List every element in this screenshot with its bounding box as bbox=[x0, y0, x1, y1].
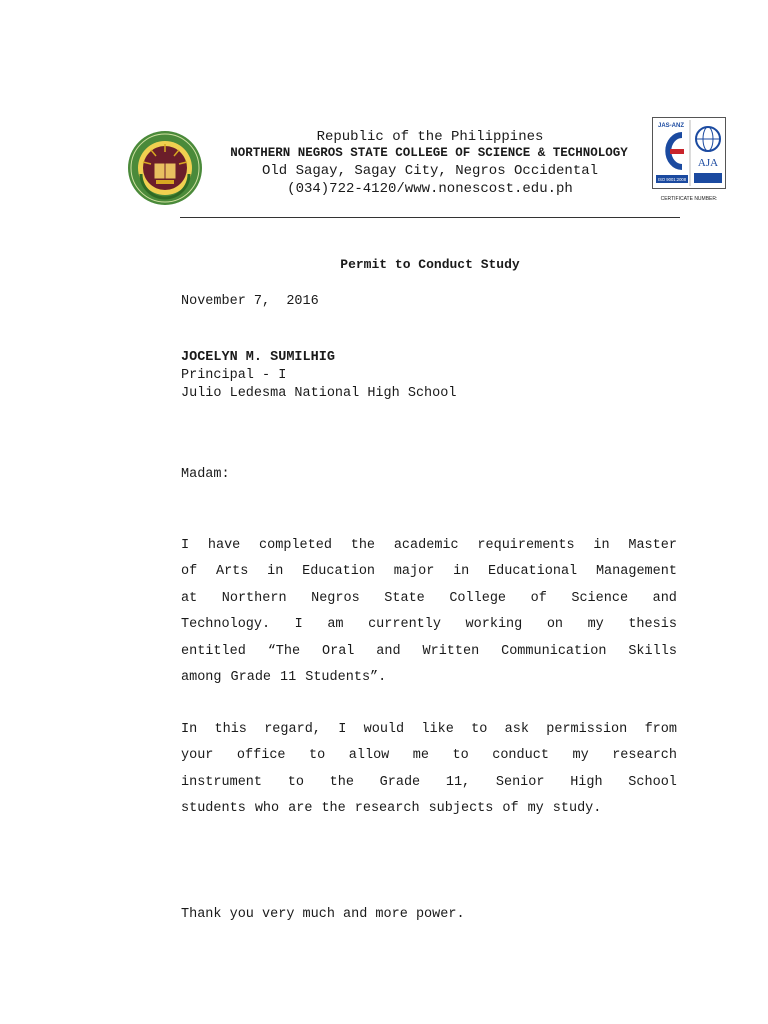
paragraph-line: at Northern Negros State College of Science and bbox=[181, 590, 677, 606]
paragraph-line: entitled “The Oral and Written Communication Skills bbox=[181, 643, 677, 659]
paragraph-line: instrument to the Grade 11, Senior High School bbox=[181, 774, 677, 790]
svg-text:ISO 9001:2008: ISO 9001:2008 bbox=[657, 177, 687, 182]
certificate-number-caption: CERTIFICATE NUMBER: bbox=[660, 196, 718, 202]
recipient-name: JOCELYN M. SUMILHIG bbox=[181, 350, 335, 365]
paragraph-line: Technology. I am currently working on my thesis bbox=[181, 617, 677, 633]
header-address: Old Sagay, Sagay City, Negros Occidental bbox=[261, 163, 599, 179]
header-divider bbox=[180, 217, 680, 218]
header-republic: Republic of the Philippines bbox=[316, 129, 544, 145]
svg-text:AJA: AJA bbox=[697, 157, 719, 169]
document-title: Permit to Conduct Study bbox=[340, 257, 520, 272]
salutation: Madam: bbox=[181, 467, 230, 482]
paragraph-line: I have completed the academic requirements in Master bbox=[181, 538, 677, 553]
iso-certification-logo bbox=[652, 117, 726, 189]
recipient-position: Principal - I bbox=[181, 368, 287, 383]
paragraph-line: of Arts in Education major in Educational Management bbox=[181, 564, 677, 580]
paragraph-2 bbox=[181, 717, 677, 823]
letter-date: November 7, 2016 bbox=[181, 294, 319, 309]
paragraph-line: In this regard, I would like to ask permission from bbox=[181, 722, 677, 737]
svg-text:JAS-ANZ: JAS-ANZ bbox=[657, 123, 685, 129]
paragraph-line: students who are the research subjects of my study. bbox=[181, 801, 602, 817]
closing-line: Thank you very much and more power. bbox=[181, 907, 465, 922]
header-contact: (034)722-4120/www.nonescost.edu.ph bbox=[287, 181, 573, 197]
paragraph-line: your office to allow me to conduct my research bbox=[181, 748, 677, 764]
paragraph-line: among Grade 11 Students”. bbox=[181, 669, 387, 685]
recipient-school: Julio Ledesma National High School bbox=[181, 386, 457, 401]
paragraph-1 bbox=[181, 533, 677, 691]
header-college-name: NORTHERN NEGROS STATE COLLEGE OF SCIENCE & TECHNOLOGY bbox=[230, 146, 628, 160]
